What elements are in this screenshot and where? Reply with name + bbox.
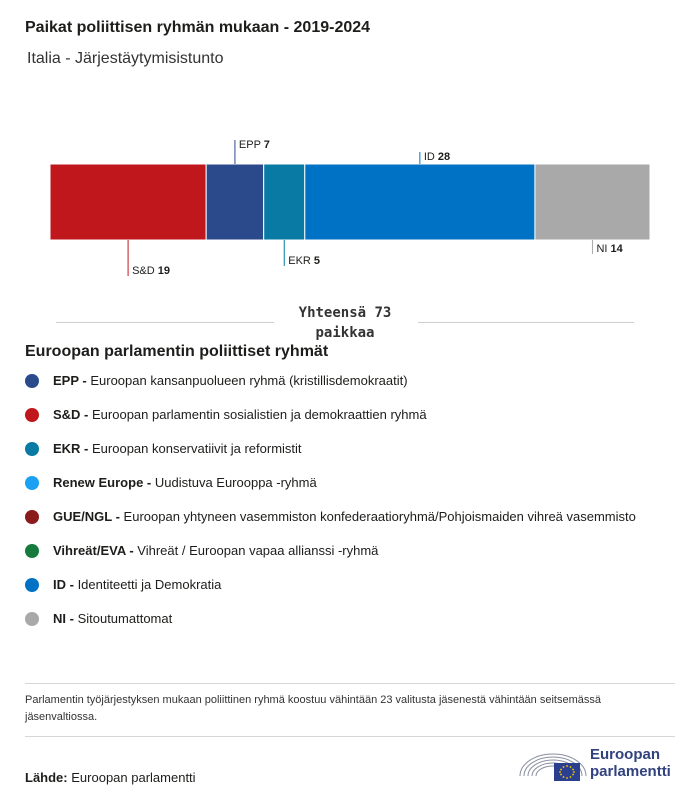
bar-segment-ni: [535, 164, 650, 240]
legend-text: Uudistuva Eurooppa -ryhmä: [154, 475, 317, 490]
total-seats-block: [56, 300, 634, 344]
legend-color-dot: [25, 476, 39, 490]
legend-abbr: Vihreät/EVA -: [53, 543, 138, 558]
legend-color-dot: [25, 408, 39, 422]
source-line: [25, 770, 196, 785]
bar-data-label: ID 28: [423, 151, 451, 163]
legend-abbr: EPP -: [53, 373, 91, 388]
bar-data-label: S&D 19: [132, 265, 171, 277]
legend-color-dot: [25, 544, 39, 558]
legend-abbr: NI -: [53, 611, 78, 626]
parliament-hemicycle-icon: [518, 744, 588, 784]
legend-item: [25, 542, 675, 560]
logo-line-2: parlamentti: [590, 763, 671, 780]
logo-wordmark: [590, 746, 671, 780]
legend-text: Identiteetti ja Demokratia: [77, 577, 222, 592]
bar-segment-epp: [206, 164, 264, 240]
legend-abbr: EKR -: [53, 441, 92, 456]
legend-text: Euroopan yhtyneen vasemmiston konfederaatioryhmä/Pohjoismaiden vihreä vasemmisto: [123, 509, 636, 524]
legend-item: [25, 610, 675, 628]
bar-data-label: NI 14: [596, 243, 623, 255]
bar-data-label: EKR 5: [288, 255, 321, 267]
legend-abbr: S&D -: [53, 407, 92, 422]
legend-text: Sitoutumattomat: [77, 611, 173, 626]
bar-segment-id: [305, 164, 535, 240]
total-right-rule: [418, 322, 634, 323]
legend-text: Euroopan parlamentin sosialistien ja demokraattien ryhmä: [92, 407, 427, 422]
legend-text: Euroopan kansanpuolueen ryhmä (kristillisdemokraatit): [90, 373, 408, 388]
source-text: Euroopan parlamentti: [71, 770, 196, 785]
bar-segment-sd: [50, 164, 206, 240]
chart-subtitle: Italia - Järjestäytymisistunto: [27, 50, 224, 67]
legend-list: [25, 372, 675, 644]
total-seats-label: Yhteensä 73 paikkaa: [298, 305, 392, 341]
stacked-seat-bar-chart: [0, 130, 700, 290]
legend-text: Euroopan konservatiivit ja reformistit: [92, 441, 302, 456]
legend-title: Euroopan parlamentin poliittiset ryhmät: [25, 343, 329, 360]
footnote-top-divider: [25, 683, 675, 684]
legend-color-dot: [25, 510, 39, 524]
chart-title: Paikat poliittisen ryhmän mukaan - 2019-2024: [25, 19, 371, 36]
legend-color-dot: [25, 374, 39, 388]
legend-item: [25, 474, 675, 492]
logo-line-1: Euroopan: [590, 746, 660, 763]
legend-item: [25, 508, 675, 526]
legend-text: Vihreät / Euroopan vapaa allianssi -ryhmä: [137, 543, 379, 558]
legend-item: [25, 440, 675, 458]
source-label: Lähde:: [25, 770, 68, 785]
bar-segment-ekr: [264, 164, 305, 240]
footnote: Parlamentin työjärjestyksen mukaan poliittinen ryhmä koostuu vähintään 23 valitusta jäsenestä vähintään seitsemässä jäsenvaltiossa.: [25, 694, 601, 723]
footnote-bottom-divider: [25, 736, 675, 737]
total-left-rule: [56, 322, 274, 323]
legend-abbr: ID -: [53, 577, 78, 592]
legend-color-dot: [25, 612, 39, 626]
legend-color-dot: [25, 442, 39, 456]
legend-item: [25, 576, 675, 594]
bar-data-label: EPP 7: [238, 139, 270, 151]
legend-item: [25, 372, 675, 390]
legend-abbr: GUE/NGL -: [53, 509, 124, 524]
legend-abbr: Renew Europe -: [53, 475, 155, 490]
legend-item: [25, 406, 675, 424]
european-parliament-logo: [518, 744, 678, 786]
legend-color-dot: [25, 578, 39, 592]
